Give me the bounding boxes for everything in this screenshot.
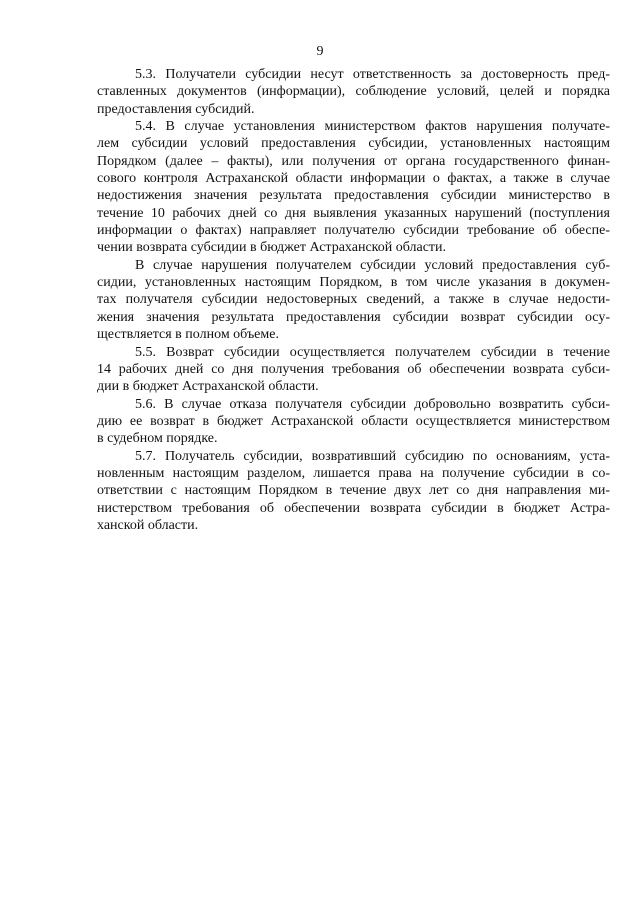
text-line: чении возврата субсидии в бюджет Астраханской области. xyxy=(97,240,447,256)
text-line: в судебном порядке. xyxy=(97,431,218,447)
text-line: течение 10 рабочих дней со дня выявления указанных нарушений (поступления xyxy=(97,205,610,221)
text-line: 5.4. В случае установления министерством фактов нарушения получате- xyxy=(135,119,610,135)
text-line: сового контроля Астраханской области информации о фактах, а также в случае xyxy=(97,171,610,187)
text-line: недостижения значения результата предоставления субсидии министерство в xyxy=(97,188,610,204)
text-line: ответствии с настоящим Порядком в течение двух лет со дня направления ми- xyxy=(97,483,610,499)
text-line: лем субсидии условий предоставления субсидии, установленных настоящим xyxy=(97,136,610,152)
text-line: дии в бюджет Астраханской области. xyxy=(97,379,319,395)
text-line: В случае нарушения получателем субсидии условий предоставления суб- xyxy=(135,257,610,273)
text-line: новленным настоящим разделом, лишается права на получение субсидии в со- xyxy=(97,465,610,481)
text-line: 14 рабочих дней со дня получения требования об обеспечении возврата субси- xyxy=(97,361,610,377)
text-line: 5.3. Получатели субсидии несут ответственность за достоверность пред- xyxy=(135,67,610,82)
paragraph-5-4 xyxy=(97,118,610,257)
paragraph-5-5 xyxy=(97,344,610,396)
text-line: ществляется в полном объеме. xyxy=(97,327,279,343)
text-line: предоставления субсидий. xyxy=(97,101,255,117)
text-line: Порядком (далее – факты), или получения от органа государственного финан- xyxy=(97,153,610,169)
text-line: сидии, установленных настоящим Порядком, в том числе указания в докумен- xyxy=(97,275,610,291)
text-line: 5.7. Получатель субсидии, возвративший субсидию по основаниям, уста- xyxy=(135,448,610,464)
paragraph-5-7 xyxy=(97,448,610,535)
page-number: 9 xyxy=(316,44,324,59)
paragraph-5-6 xyxy=(97,396,610,448)
text-line: нистерством требования об обеспечении возврата субсидии в бюджет Астра- xyxy=(97,500,610,516)
text-line: 5.5. Возврат субсидии осуществляется получателем субсидии в течение xyxy=(135,344,610,360)
paragraph-violation-refund xyxy=(97,257,610,344)
text-line: дию ее возврат в бюджет Астраханской области осуществляется министерством xyxy=(97,413,610,429)
text-line: жения значения результата предоставления субсидии возврат субсидии осу- xyxy=(97,309,610,325)
paragraph-5-3 xyxy=(97,66,610,118)
document-body xyxy=(97,66,610,534)
text-line: 5.6. В случае отказа получателя субсидии добровольно возвратить субси- xyxy=(135,396,610,412)
text-line: информации о фактах) направляет получателю субсидии требование об обеспе- xyxy=(97,223,610,239)
text-line: тах получателя субсидии недостоверных сведений, а также в случае недости- xyxy=(97,292,610,308)
text-line: ставленных документов (информации), соблюдение условий, целей и порядка xyxy=(97,84,610,100)
text-line: ханской области. xyxy=(97,517,199,533)
